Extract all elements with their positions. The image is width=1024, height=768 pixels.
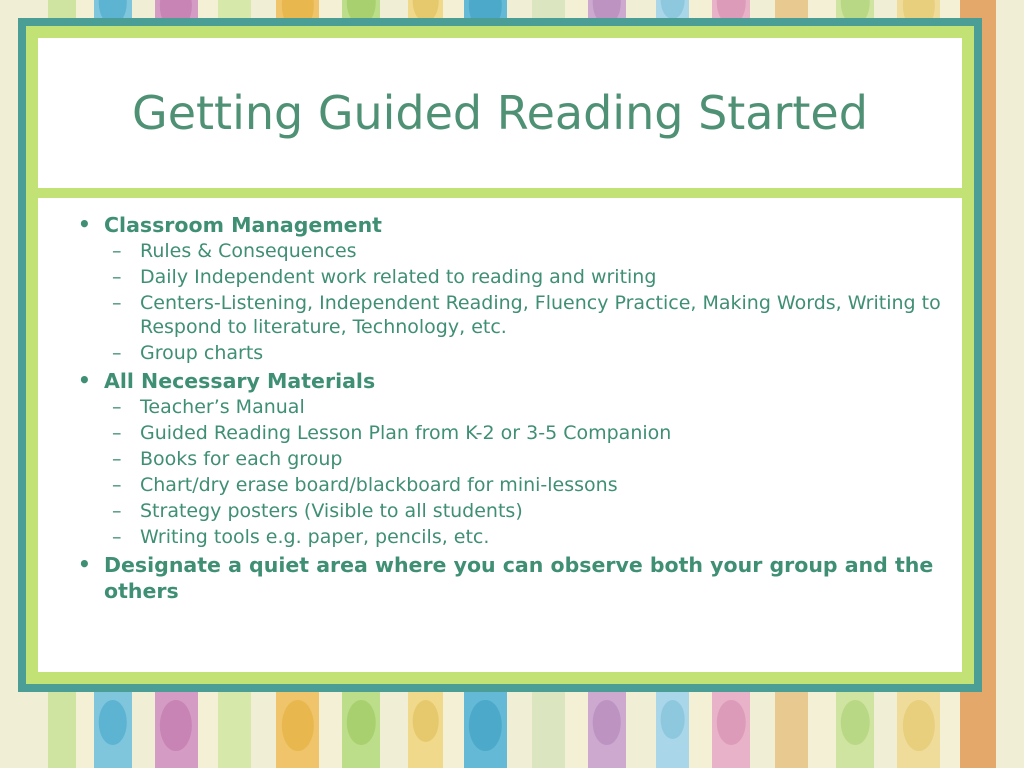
page-title: Getting Guided Reading Started xyxy=(132,86,868,140)
stripe-bead xyxy=(347,700,376,745)
bullet-level2-text: Centers-Listening, Independent Reading, Fluency Practice, Making Words, Writing to Respond to literature, Technology, etc. xyxy=(140,292,941,339)
sub-bullet-marker-icon: – xyxy=(112,473,122,496)
bullet-marker-icon: • xyxy=(78,367,91,392)
bullet-level2-text: Rules & Consequences xyxy=(140,240,357,263)
bullet-level2 xyxy=(104,396,944,420)
sub-bullet-marker-icon: – xyxy=(112,499,122,522)
sub-bullet-marker-icon: – xyxy=(112,448,122,471)
bullet-marker-icon: • xyxy=(78,551,91,576)
stripe-bead xyxy=(99,700,128,745)
sub-bullet-marker-icon: – xyxy=(112,292,122,315)
sub-bullet-marker-icon: – xyxy=(112,525,122,548)
stripe-bead xyxy=(717,700,746,745)
bullet-level1-text: Designate a quiet area where you can observe both your group and the others xyxy=(104,552,934,604)
stripe-bead xyxy=(902,700,934,751)
bullet-level2 xyxy=(104,526,944,550)
bullet-level2 xyxy=(104,292,944,340)
bullet-level1 xyxy=(56,368,944,550)
bullet-level1-text: All Necessary Materials xyxy=(104,368,376,393)
sub-bullet-marker-icon: – xyxy=(112,341,122,364)
bullet-level2 xyxy=(104,342,944,366)
bullet-level2-text: Strategy posters (Visible to all students) xyxy=(140,499,523,522)
stripe-bead xyxy=(160,700,192,751)
bullet-level2-text: Group charts xyxy=(140,341,264,364)
bullet-level1 xyxy=(56,552,944,604)
bullet-level2-text: Writing tools e.g. paper, pencils, etc. xyxy=(140,525,490,548)
bullet-level1 xyxy=(56,212,944,366)
bullet-level2-text: Daily Independent work related to reading and writing xyxy=(140,266,657,289)
sub-bullet-marker-icon: – xyxy=(112,240,122,263)
bullet-level2-text: Guided Reading Lesson Plan from K-2 or 3-5 Companion xyxy=(140,422,672,445)
bullet-level2 xyxy=(104,500,944,524)
bullet-level2 xyxy=(104,240,944,264)
bullet-level2 xyxy=(104,422,944,446)
title-placeholder xyxy=(38,38,962,188)
stripe-bead xyxy=(469,700,501,751)
sub-bullet-list xyxy=(104,396,944,550)
stripe-bead xyxy=(660,0,685,19)
sub-bullet-marker-icon: – xyxy=(112,266,122,289)
stripe-bead xyxy=(412,700,439,742)
bullet-level2-text: Chart/dry erase board/blackboard for mini-lessons xyxy=(140,473,618,496)
bullet-list xyxy=(56,212,944,604)
sub-bullet-marker-icon: – xyxy=(112,422,122,445)
sub-bullet-list xyxy=(104,240,944,366)
stripe-bead xyxy=(282,700,314,751)
bullet-level2-text: Teacher’s Manual xyxy=(140,396,305,419)
slide-frame-outer xyxy=(18,18,982,692)
bullet-level2 xyxy=(104,474,944,498)
content-placeholder xyxy=(38,198,962,672)
stripe-bead xyxy=(841,700,870,745)
background-stripe xyxy=(996,0,1024,768)
bullet-level2-text: Books for each group xyxy=(140,448,343,471)
sub-bullet-marker-icon: – xyxy=(112,396,122,419)
slide-frame-inner xyxy=(26,26,974,684)
bullet-level2 xyxy=(104,448,944,472)
bullet-level1-text: Classroom Management xyxy=(104,213,382,237)
stripe-bead xyxy=(593,700,622,745)
bullet-level2 xyxy=(104,266,944,290)
bullet-marker-icon: • xyxy=(78,212,91,236)
stripe-bead xyxy=(660,700,685,739)
